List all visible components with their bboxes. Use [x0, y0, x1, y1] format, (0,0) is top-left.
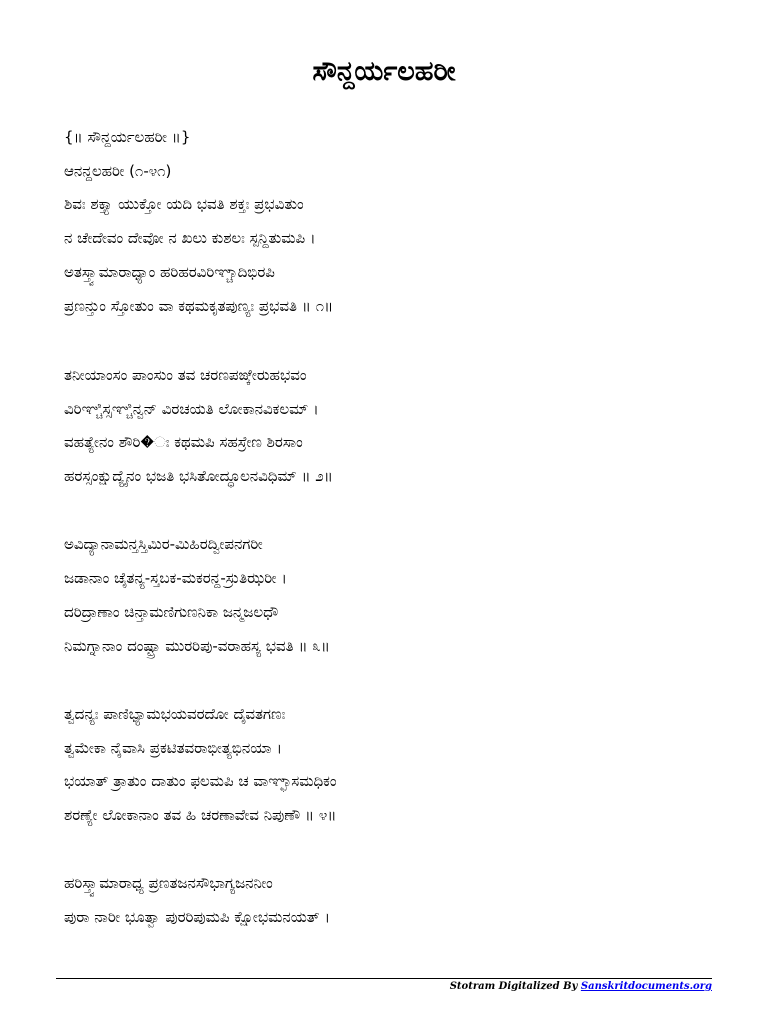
text-line: ಶರಣ್ಯೇ ಲೋಕಾನಾಂ ತವ ಹಿ ಚರಣಾವೇವ ನಿಪುಣೌ ॥ ೪॥ — [64, 806, 337, 824]
text-line: ನ ಚೇದೇವಂ ದೇವೋ ನ ಖಲು ಕುಶಲಃ ಸ್ಪನ್ದಿತುಮಪಿ । — [64, 229, 316, 247]
text-line: ಹರಿಸ್ತ್ವಾಮಾರಾಧ್ಯ ಪ್ರಣತಜನಸೌಭಾಗ್ಯಜನನೀಂ — [64, 874, 273, 892]
text-line: ಅವಿದ್ಯಾನಾಮನ್ತಸ್ತಿಮಿರ-ಮಿಹಿರದ್ವೀಪನಗರೀ — [64, 535, 263, 553]
text-line: ದರಿದ್ರಾಣಾಂ ಚಿನ್ತಾಮಣಿಗುಣನಿಕಾ ಜನ್ಮಜಲಧೌ — [64, 603, 279, 621]
text-line: {॥ ಸೌನ್ದರ್ಯಲಹರೀ ॥} — [64, 128, 191, 146]
text-line: ಆನನ್ದಲಹರೀ (೧-೪೧) — [64, 162, 172, 180]
text-line: ಶಿವಃ ಶಕ್ತ್ಯಾ ಯುಕ್ತೋ ಯದಿ ಭವತಿ ಶಕ್ತಃ ಪ್ರಭವಿತುಂ — [64, 195, 304, 213]
text-line: ತ್ವಮೇಕಾ ನೈವಾಸಿ ಪ್ರಕಟಿತವರಾಭೀತ್ಯಭಿನಯಾ । — [64, 739, 283, 757]
text-line: ತ್ವದನ್ಯಃ ಪಾಣಿಭ್ಯಾಮಭಯವರದೋ ದೈವತಗಣಃ — [64, 705, 286, 723]
text-line: ವಹತ್ಯೇನಂ ಶೌರಿ�ಃ ಕಥಮಪಿ ಸಹಸ್ರೇಣ ಶಿರಸಾಂ — [64, 433, 303, 451]
page-title: ಸೌನ್ದರ್ಯಲಹರೀ — [312, 56, 456, 87]
footer-link[interactable]: Sanskritdocuments.org — [580, 981, 712, 992]
text-line: ಪುರಾ ನಾರೀ ಭೂತ್ವಾ ಪುರರಿಪುಮಪಿ ಕ್ಷೋಭಮನಯತ್ । — [64, 908, 331, 926]
text-line: ನಿಮಗ್ನಾನಾಂ ದಂಷ್ಟ್ರಾ ಮುರರಿಪು-ವರಾಹಸ್ಯ ಭವತಿ ॥ ೩॥ — [64, 637, 330, 655]
text-line: ಪ್ರಣನ್ತುಂ ಸ್ತೋತುಂ ವಾ ಕಥಮಕೃತಪುಣ್ಯಃ ಪ್ರಭವತಿ ॥ ೧॥ — [64, 297, 334, 315]
text-line: ಭಯಾತ್ ತ್ರಾತುಂ ದಾತುಂ ಫಲಮಪಿ ಚ ವಾಞ್ಛಾಸಮಧಿಕಂ — [64, 772, 337, 790]
text-line: ತನೀಯಾಂಸಂ ಪಾಂಸುಂ ತವ ಚರಣಪಙ್ಕೇರುಹಭವಂ — [64, 366, 307, 384]
text-line: ವಿರಿಞ್ಚಿಸ್ಸಞ್ಚಿನ್ವನ್ ವಿರಚಯತಿ ಲೋಕಾನವಿಕಲಮ್ । — [64, 400, 319, 418]
footer-prefix: Stotram Digitalized By — [449, 981, 578, 992]
text-line: ಅತಸ್ತ್ವಾಮಾರಾಧ್ಯಾಂ ಹರಿಹರವಿರಿಞ್ಚಾದಿಭಿರಪಿ — [64, 263, 275, 281]
footer-credit — [450, 979, 712, 995]
text-line: ಹರಸ್ಸಂಕ್ಷುದ್ಯೈನಂ ಭಜತಿ ಭಸಿತೋದ್ಧೂಲನವಿಧಿಮ್ ॥ ೨॥ — [64, 467, 333, 485]
text-line: ಜಡಾನಾಂ ಚೈತನ್ಯ-ಸ್ತಬಕ-ಮಕರನ್ದ-ಸ್ರುತಿಝರೀ । — [64, 569, 287, 587]
